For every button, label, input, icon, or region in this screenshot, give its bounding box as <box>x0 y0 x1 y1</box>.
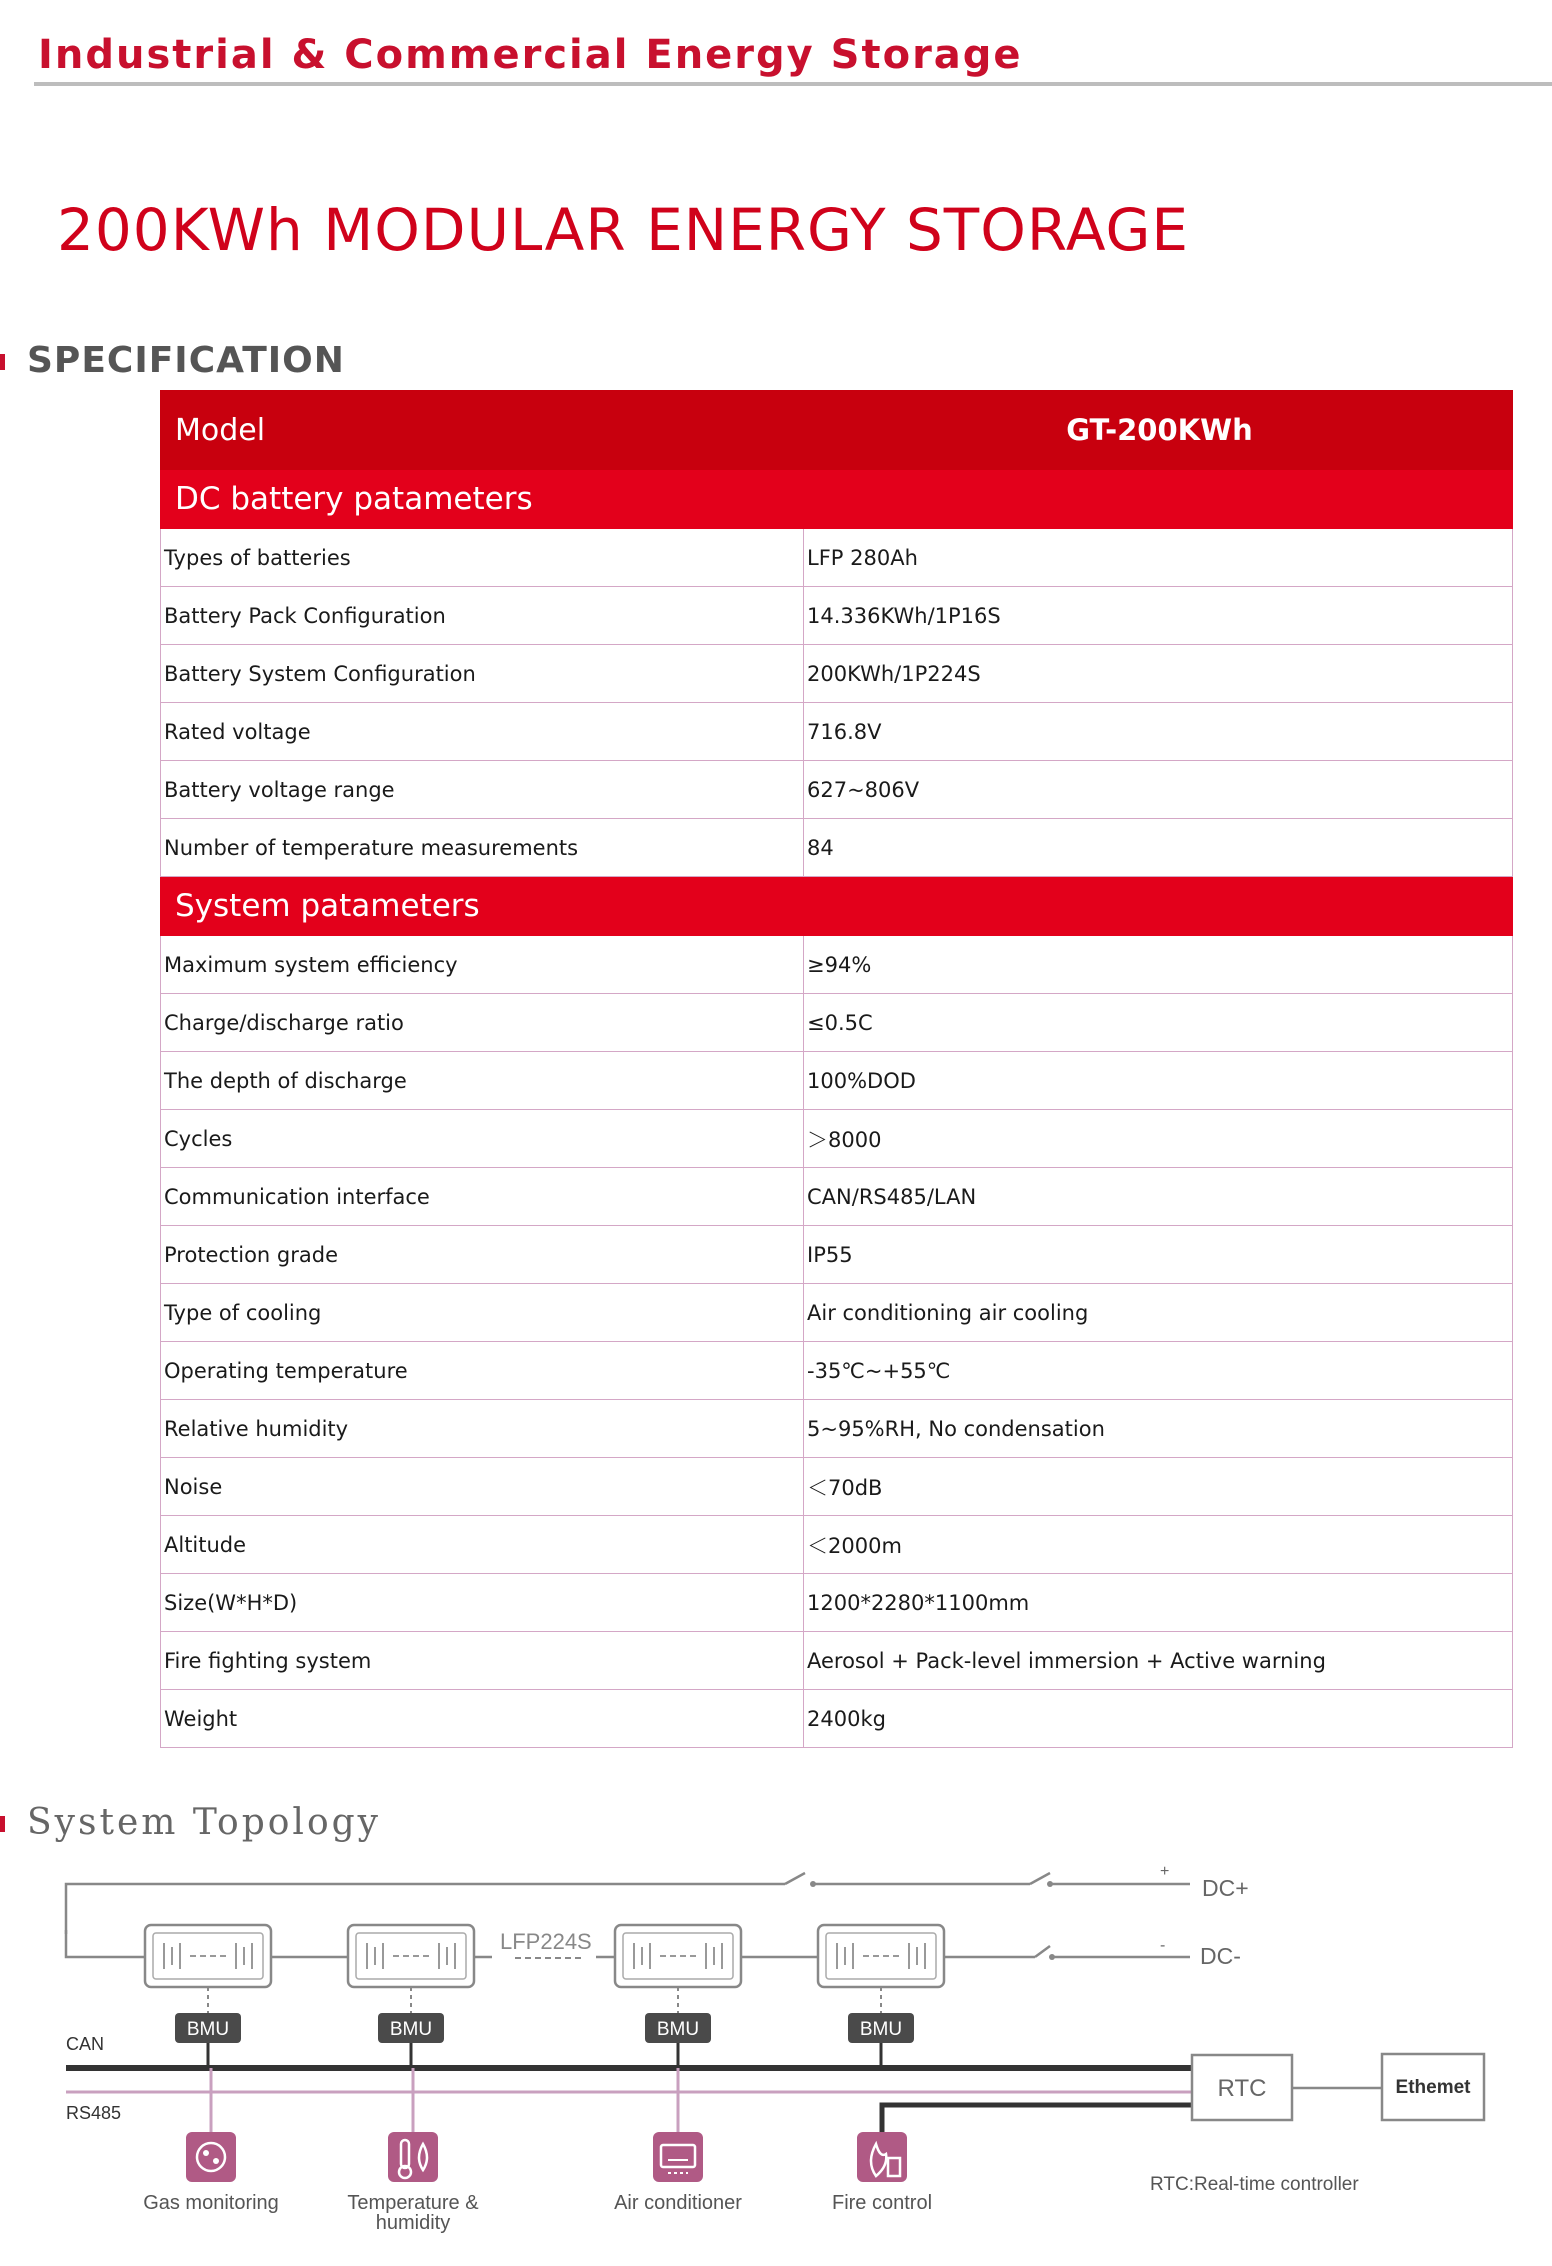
device-icon-bg <box>388 2132 438 2182</box>
dc-plus-switch-2 <box>1047 1881 1053 1887</box>
fire-control-icon <box>857 2132 907 2182</box>
device <box>143 2068 279 2214</box>
spec-row <box>161 1690 1513 1748</box>
spec-row <box>161 1400 1513 1458</box>
rs485-label: RS485 <box>66 2103 122 2123</box>
can-label: CAN <box>66 2034 105 2054</box>
spec-value: ＜70dB <box>804 1458 1513 1516</box>
spec-label: Battery voltage range <box>161 761 804 819</box>
header-title: Industrial & Commercial Energy Storage <box>38 32 1023 78</box>
device <box>832 2132 932 2214</box>
device-label: Air conditioner <box>614 2192 742 2214</box>
fire-control-link <box>882 2105 1192 2140</box>
spec-value: Aerosol + Pack-level immersion + Active warning <box>804 1632 1513 1690</box>
spec-label: Protection grade <box>161 1226 804 1284</box>
battery-module <box>348 1925 474 2068</box>
specification-table <box>160 390 1513 1748</box>
device <box>614 2068 742 2214</box>
spec-row <box>161 1110 1513 1168</box>
dc-minus-switch <box>1049 1954 1055 1960</box>
bmu-label: BMU <box>389 2019 433 2040</box>
spec-label: Cycles <box>161 1110 804 1168</box>
air-conditioner-icon <box>653 2132 703 2182</box>
battery-module <box>145 1925 271 2068</box>
spec-value: ≥94% <box>804 936 1513 994</box>
spec-row <box>161 1342 1513 1400</box>
minus-sign: - <box>1160 1937 1166 1954</box>
spec-label: Operating temperature <box>161 1342 804 1400</box>
spec-label: Battery Pack Configuration <box>161 587 804 645</box>
spec-row <box>161 1632 1513 1690</box>
dc-minus-label: DC- <box>1200 1943 1241 1969</box>
spec-row <box>161 529 1513 587</box>
lfp-label: LFP224S <box>500 1929 592 1954</box>
bmu-label: BMU <box>859 2019 903 2040</box>
spec-label: Charge/discharge ratio <box>161 994 804 1052</box>
spec-value: Air conditioning air cooling <box>804 1284 1513 1342</box>
spec-row <box>161 761 1513 819</box>
spec-label: Number of temperature measurements <box>161 819 804 877</box>
specification-marker <box>0 354 5 370</box>
spec-value: 627~806V <box>804 761 1513 819</box>
spec-row <box>161 703 1513 761</box>
plus-sign: + <box>1160 1863 1170 1880</box>
spec-label: Relative humidity <box>161 1400 804 1458</box>
spec-row <box>161 645 1513 703</box>
spec-value: CAN/RS485/LAN <box>804 1168 1513 1226</box>
spec-value: 2400kg <box>804 1690 1513 1748</box>
spec-label: Size(W*H*D) <box>161 1574 804 1632</box>
spec-value: 200KWh/1P224S <box>804 645 1513 703</box>
battery-module <box>818 1925 944 2068</box>
spec-row <box>161 1284 1513 1342</box>
spec-value: 1200*2280*1100mm <box>804 1574 1513 1632</box>
spec-row <box>161 994 1513 1052</box>
spec-label: The depth of discharge <box>161 1052 804 1110</box>
spec-value: 84 <box>804 819 1513 877</box>
rtc-note: RTC:Real-time controller <box>1150 2174 1359 2195</box>
spec-value: 716.8V <box>804 703 1513 761</box>
section-title: DC battery patameters <box>161 470 1513 529</box>
bmu-label: BMU <box>186 2019 230 2040</box>
rtc-label: RTC <box>1217 2075 1267 2102</box>
spec-value: IP55 <box>804 1226 1513 1284</box>
system-topology-diagram <box>0 1840 1552 2260</box>
ethernet-label: Ethemet <box>1395 2077 1471 2098</box>
dc-plus-switch-1 <box>810 1881 816 1887</box>
spec-row <box>161 1168 1513 1226</box>
bmu-label: BMU <box>656 2019 700 2040</box>
spec-row <box>161 1226 1513 1284</box>
spec-value: ＜2000m <box>804 1516 1513 1574</box>
spec-row <box>161 1574 1513 1632</box>
spec-row <box>161 1458 1513 1516</box>
spec-row <box>161 587 1513 645</box>
spec-label: Types of batteries <box>161 529 804 587</box>
spec-row <box>161 936 1513 994</box>
spec-row <box>161 1052 1513 1110</box>
spec-value: 14.336KWh/1P16S <box>804 587 1513 645</box>
device-label: Fire control <box>831 2192 933 2214</box>
spec-label: Maximum system efficiency <box>161 936 804 994</box>
header-divider <box>34 82 1552 86</box>
spec-label: Communication interface <box>161 1168 804 1226</box>
device-label: Gas monitoring <box>143 2192 279 2214</box>
spec-label: Fire fighting system <box>161 1632 804 1690</box>
section-title: System patameters <box>161 877 1513 936</box>
spec-row <box>161 1516 1513 1574</box>
spec-label: Weight <box>161 1690 804 1748</box>
spec-value: -35℃~+55℃ <box>804 1342 1513 1400</box>
specification-heading: SPECIFICATION <box>27 340 345 381</box>
spec-label: Rated voltage <box>161 703 804 761</box>
spec-label: Noise <box>161 1458 804 1516</box>
spec-label: Altitude <box>161 1516 804 1574</box>
topology-heading: System Topology <box>27 1802 382 1843</box>
gas-monitoring-icon <box>186 2132 236 2182</box>
temperature-humidity-icon <box>388 2132 438 2182</box>
spec-label: Type of cooling <box>161 1284 804 1342</box>
device-label: Temperature & <box>347 2192 479 2214</box>
spec-row <box>161 819 1513 877</box>
section-header <box>161 470 1513 529</box>
spec-value: ≤0.5C <box>804 994 1513 1052</box>
model-value: GT-200KWh <box>804 391 1513 470</box>
model-row <box>161 391 1513 470</box>
page-title: 200KWh MODULAR ENERGY STORAGE <box>57 196 1190 264</box>
model-label: Model <box>161 391 804 470</box>
topology-marker <box>0 1816 5 1832</box>
battery-module <box>615 1925 741 2068</box>
section-header <box>161 877 1513 936</box>
spec-value: 5~95%RH, No condensation <box>804 1400 1513 1458</box>
device-label-line2: humidity <box>375 2212 451 2234</box>
spec-value: 100%DOD <box>804 1052 1513 1110</box>
device-icon-bg <box>186 2132 236 2182</box>
dc-plus-label: DC+ <box>1202 1875 1249 1901</box>
spec-label: Battery System Configuration <box>161 645 804 703</box>
spec-value: LFP 280Ah <box>804 529 1513 587</box>
spec-value: ＞8000 <box>804 1110 1513 1168</box>
